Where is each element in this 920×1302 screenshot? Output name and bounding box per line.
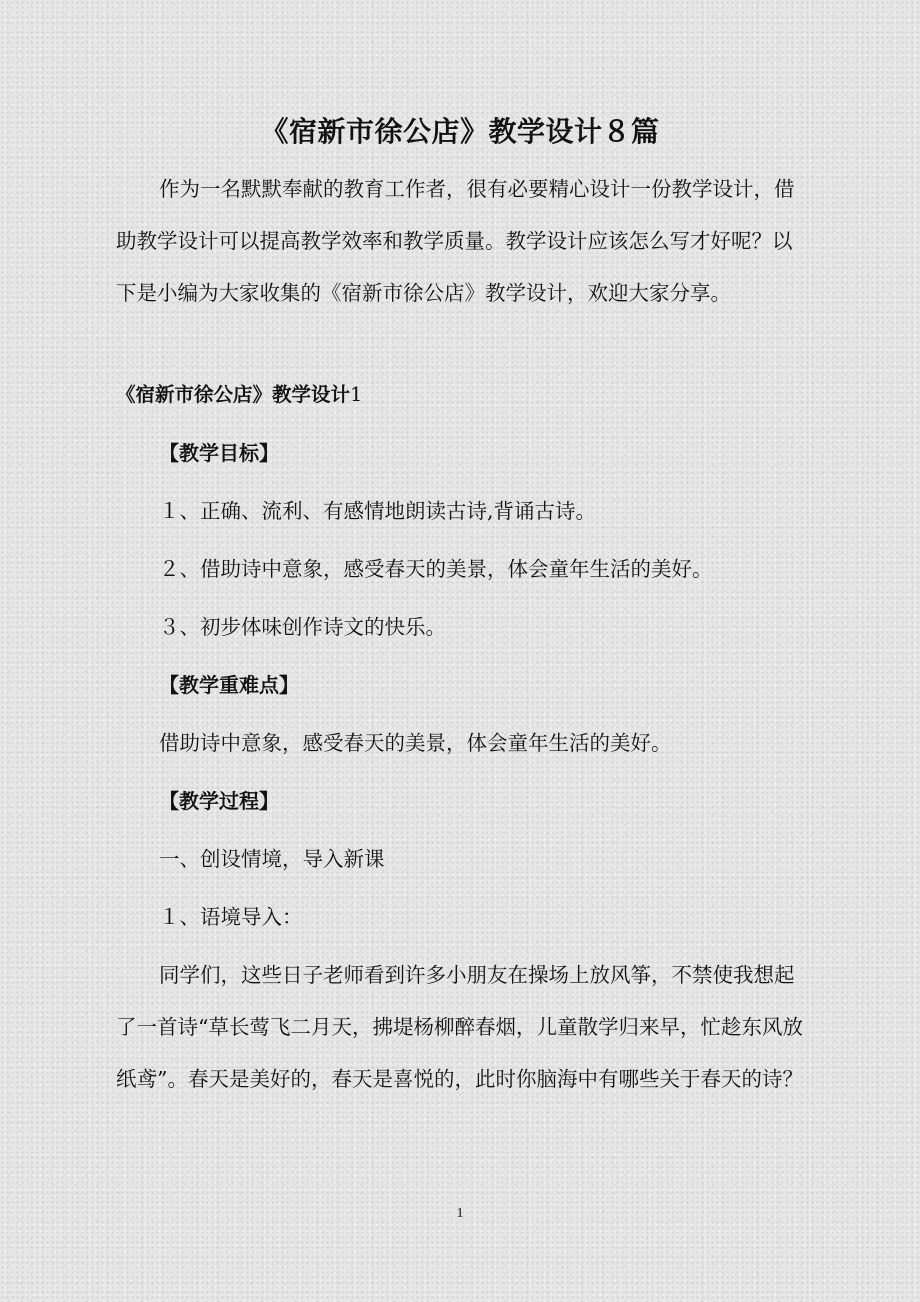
section-title-number: 1: [350, 383, 363, 406]
goal-item-3: ３、初步体味创作诗文的快乐。: [159, 615, 446, 639]
document-title: 《宿新市徐公店》教学设计８篇: [260, 115, 660, 148]
intro-paragraph: 作为一名默默奉献的教育工作者，很有必要精心设计一份教学设计，借助教学设计可以提高教学效率和教学质量。教学设计应该怎么写才好呢？以下是小编为大家收集的《宿新市徐公店》教学设计，欢迎大家分享。: [116, 177, 795, 305]
key-points-heading: 【教学重难点】: [159, 673, 299, 697]
process-heading: 【教学过程】: [159, 789, 279, 813]
key-points-text: 借助诗中意象，感受春天的美景，体会童年生活的美好。: [159, 731, 672, 755]
goal-item-2: ２、借助诗中意象，感受春天的美景，体会童年生活的美好。: [159, 557, 713, 581]
process-step-one: 一、创设情境，导入新课: [159, 847, 385, 871]
page-number: 1: [456, 1206, 464, 1221]
process-step-one-sub: １、语境导入：: [159, 905, 303, 929]
section-title-label: 《宿新市徐公店》教学设计: [116, 383, 351, 406]
goals-heading: 【教学目标】: [159, 441, 279, 465]
goal-item-1: １、正确、流利、有感情地朗读古诗,背诵古诗。: [159, 499, 597, 523]
process-step-one-text: 同学们，这些日子老师看到许多小朋友在操场上放风筝，不禁使我想起了一首诗“草长莺飞二月天，拂堤杨柳醉春烟，儿童散学归来早，忙趁东风放纸鸢”。春天是美好的，春天是喜悦的，此时你脑海中有哪些关于春天的诗？: [116, 963, 803, 1091]
section-title: [116, 369, 806, 421]
